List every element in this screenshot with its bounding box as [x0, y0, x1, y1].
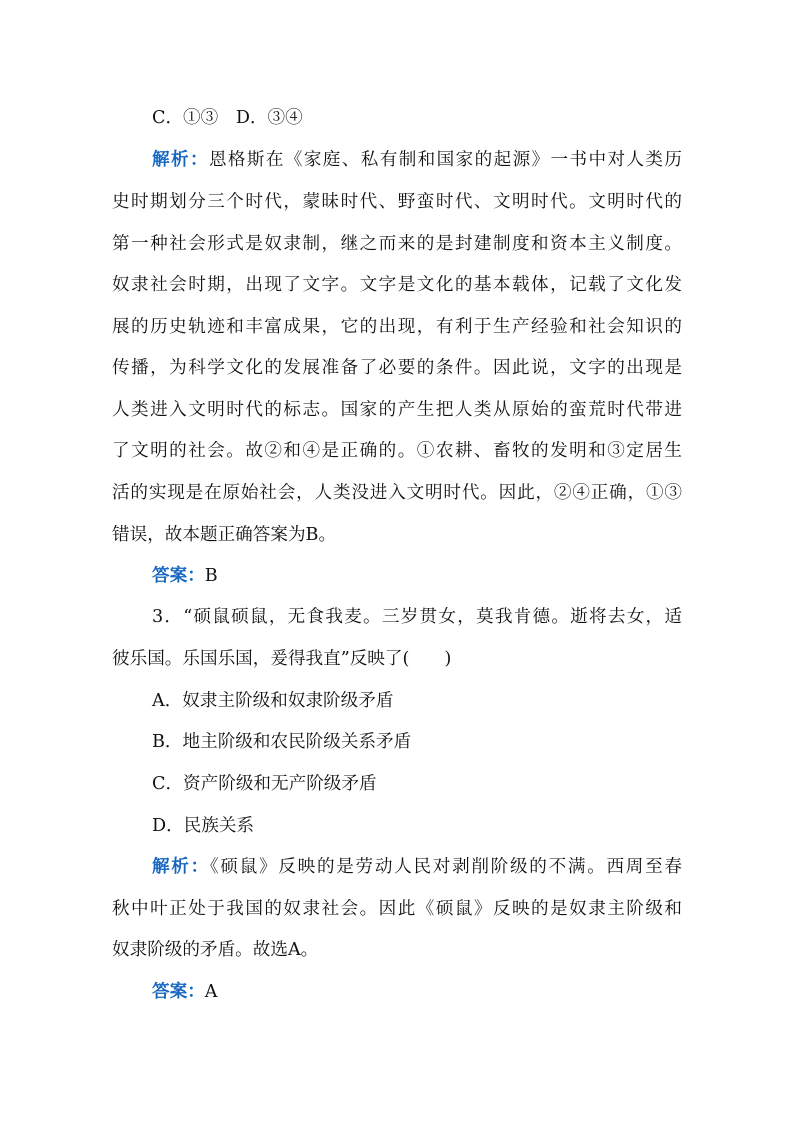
q3-answer [152, 982, 722, 1002]
q3-option-d: D．民族关系 [152, 816, 255, 836]
q2-analysis-line: 展的历史轨迹和丰富成果，它的出现，有利于生产经验和社会知识的 [112, 317, 682, 337]
q2-options-cd: C．①③ D．③④ [152, 108, 303, 128]
answer-label: 答案： [152, 981, 205, 1002]
q2-analysis-line: 错误，故本题正确答案为B。 [112, 525, 337, 545]
q2-analysis-line: 史时期划分三个时代，蒙昧时代、野蛮时代、文明时代。文明时代的 [112, 192, 682, 212]
q2-analysis-line: 第一种社会形式是奴隶制，继之而来的是封建制度和资本主义制度。 [112, 234, 682, 254]
q2-analysis-line: 人类进入文明时代的标志。国家的产生把人类从原始的蛮荒时代带进 [112, 400, 682, 420]
answer-value: A [204, 982, 218, 1002]
q3-analysis-line: 秋中叶正处于我国的奴隶社会。因此《硕鼠》反映的是奴隶主阶级和 [112, 899, 682, 919]
answer-value: B [204, 566, 218, 586]
q3-analysis-line [152, 857, 682, 877]
q2-analysis-line: 奴隶社会时期，出现了文字。文字是文化的基本载体，记载了文化发 [112, 275, 682, 295]
analysis-label: 解析： [152, 856, 210, 877]
q2-answer [152, 566, 722, 586]
q3-stem-line: 彼乐国。乐国乐国，爰得我直”反映了( ) [112, 649, 452, 669]
q2-analysis-line: 了文明的社会。故②和④是正确的。①农耕、畜牧的发明和③定居生 [112, 441, 682, 461]
analysis-label: 解析： [152, 149, 209, 170]
q3-option-b: B．地主阶级和农民阶级关系矛盾 [152, 732, 412, 752]
q2-analysis-line: 传播，为科学文化的发展准备了必要的条件。因此说，文字的出现是 [112, 358, 682, 378]
q3-analysis-line: 奴隶阶级的矛盾。故选A。 [112, 940, 319, 960]
analysis-text: 《硕鼠》反映的是劳动人民对剥削阶级的不满。西周至春 [209, 857, 682, 877]
answer-label: 答案： [152, 565, 205, 586]
q3-option-a: A．奴隶主阶级和奴隶阶级矛盾 [152, 691, 394, 711]
q2-analysis-line: 活的实现是在原始社会，人类没进入文明时代。因此，②④正确，①③ [112, 483, 682, 503]
q3-option-c: C．资产阶级和无产阶级矛盾 [152, 774, 377, 794]
analysis-text: 恩格斯在《家庭、私有制和国家的起源》一书中对人类历 [208, 150, 682, 170]
q3-stem-line: 3．“硕鼠硕鼠，无食我麦。三岁贯女，莫我肯德。逝将去女，适 [152, 607, 682, 627]
q2-analysis-line [152, 150, 682, 170]
